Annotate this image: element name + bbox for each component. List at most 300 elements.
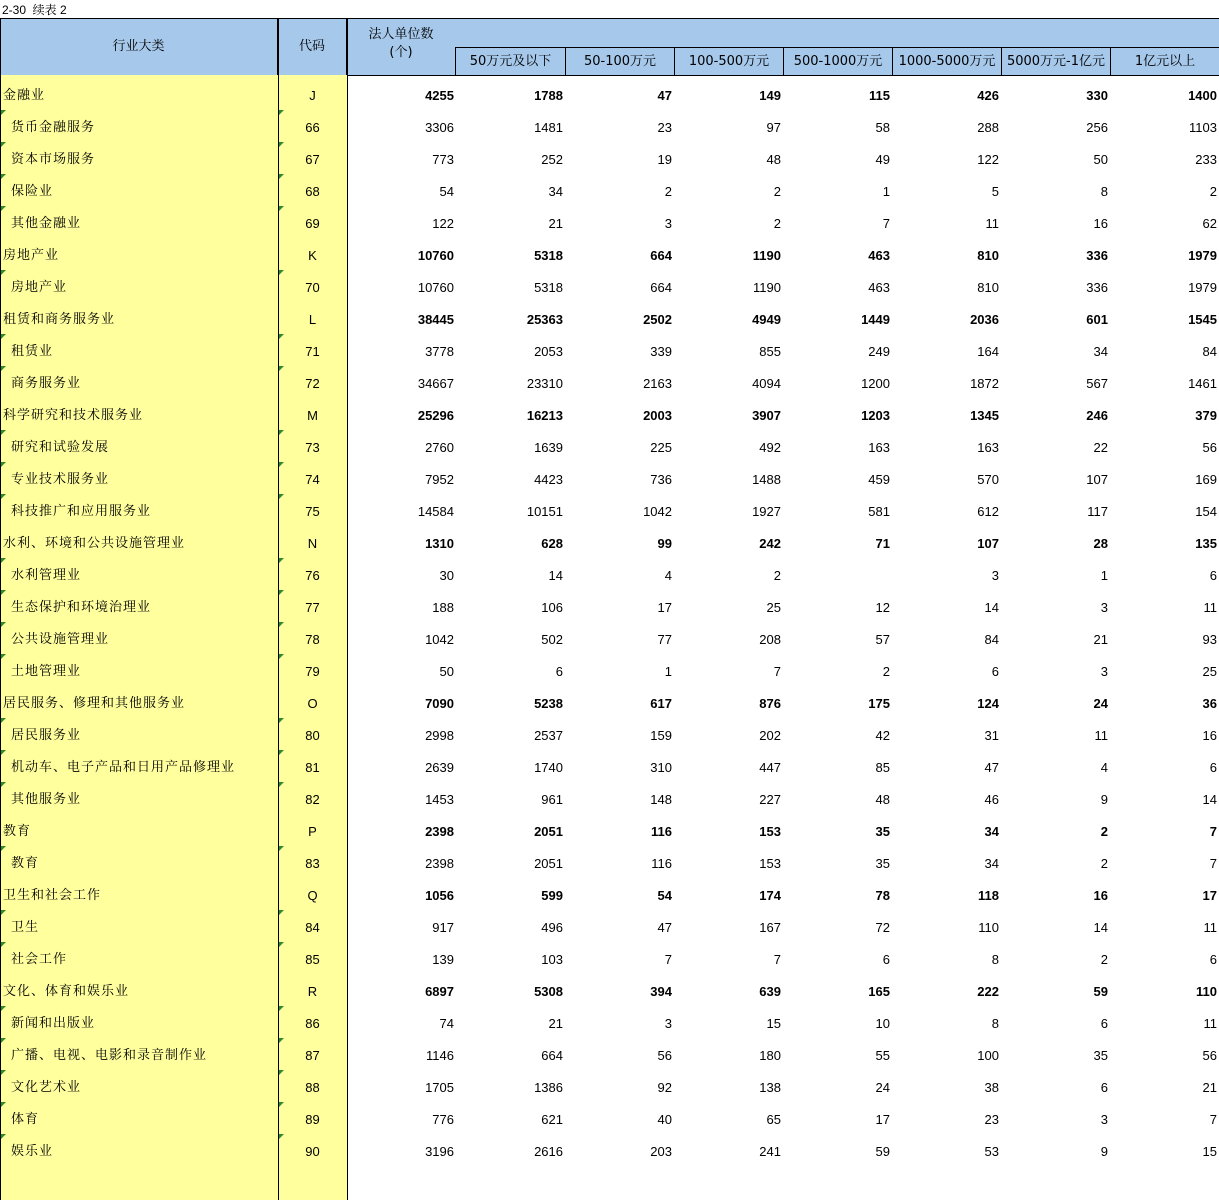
table-row xyxy=(0,1136,1219,1168)
value-bracket-4: 7 xyxy=(882,216,890,231)
industry-code: 76 xyxy=(305,568,320,583)
industry-name: 教育 xyxy=(3,824,32,839)
value-bracket-5: 11 xyxy=(985,216,999,231)
value-bracket-7: 11 xyxy=(1203,920,1217,935)
industry-code: N xyxy=(307,536,318,551)
value-bracket-2: 339 xyxy=(650,344,672,359)
table-row xyxy=(0,528,1219,560)
value-bracket-4 xyxy=(790,560,890,592)
industry-name: 居民服务、修理和其他服务业 xyxy=(3,696,186,711)
table-row xyxy=(0,464,1219,496)
value-bracket-5: 1872 xyxy=(970,376,999,391)
value-bracket-2: 4 xyxy=(664,568,672,583)
value-bracket-6: 107 xyxy=(1086,472,1108,487)
value-total: 2398 xyxy=(425,824,454,839)
value-total: 30 xyxy=(439,568,454,583)
value-bracket-2: 3 xyxy=(664,1016,672,1031)
value-bracket-3: 639 xyxy=(759,984,781,999)
value-bracket-5: 288 xyxy=(977,120,999,135)
value-total: 1042 xyxy=(425,632,454,647)
table-row xyxy=(0,848,1219,880)
value-bracket-4: 10 xyxy=(875,1016,890,1031)
value-bracket-2: 617 xyxy=(650,696,672,711)
value-total: 1453 xyxy=(425,792,454,807)
value-bracket-5: 222 xyxy=(977,984,999,999)
value-bracket-3: 241 xyxy=(759,1144,781,1159)
industry-code: 80 xyxy=(305,728,320,743)
value-bracket-6: 16 xyxy=(1093,216,1108,231)
value-bracket-5: 38 xyxy=(984,1080,999,1095)
value-bracket-4: 71 xyxy=(875,536,890,551)
value-bracket-1: 1481 xyxy=(534,120,563,135)
header-bracket-3: 100-500万元 xyxy=(674,47,783,75)
value-bracket-7: 1545 xyxy=(1188,312,1217,327)
value-bracket-3: 447 xyxy=(759,760,781,775)
value-bracket-7: 25 xyxy=(1202,664,1217,679)
industry-name: 租赁业 xyxy=(11,344,54,359)
value-bracket-5: 100 xyxy=(977,1048,999,1063)
header-bracket-6: 5000万元-1亿元 xyxy=(1001,47,1110,75)
value-bracket-3: 227 xyxy=(759,792,781,807)
value-bracket-7: 1103 xyxy=(1189,120,1217,135)
value-bracket-2: 54 xyxy=(657,888,672,903)
value-bracket-1: 106 xyxy=(541,600,563,615)
table-row xyxy=(0,496,1219,528)
value-bracket-3: 138 xyxy=(759,1080,781,1095)
green-triangle-icon xyxy=(1,1102,6,1107)
industry-code: 86 xyxy=(305,1016,320,1031)
value-total: 10760 xyxy=(417,280,454,295)
green-triangle-icon xyxy=(1,1038,6,1043)
value-bracket-6: 117 xyxy=(1087,504,1108,519)
industry-name: 租赁和商务服务业 xyxy=(3,312,116,327)
industry-code: 78 xyxy=(305,632,320,647)
value-bracket-5: 163 xyxy=(977,440,999,455)
value-bracket-6: 256 xyxy=(1086,120,1108,135)
industry-code: O xyxy=(307,696,318,711)
value-bracket-2: 77 xyxy=(657,632,672,647)
value-bracket-5: 426 xyxy=(977,88,999,103)
value-bracket-1: 21 xyxy=(548,1016,563,1031)
value-bracket-3: 153 xyxy=(759,824,781,839)
industry-code: 88 xyxy=(305,1080,320,1095)
value-bracket-5: 122 xyxy=(977,152,999,167)
value-total: 7090 xyxy=(425,696,454,711)
value-bracket-7: 1400 xyxy=(1188,88,1217,103)
value-bracket-7: 6 xyxy=(1209,760,1217,775)
value-total: 25296 xyxy=(417,408,454,423)
green-triangle-icon xyxy=(1,654,6,659)
table-row xyxy=(0,656,1219,688)
industry-code: 82 xyxy=(305,792,320,807)
value-total: 188 xyxy=(432,600,454,615)
value-bracket-3: 153 xyxy=(759,856,781,871)
value-bracket-6: 11 xyxy=(1094,728,1108,743)
value-bracket-1: 16213 xyxy=(526,408,563,423)
value-bracket-4: 463 xyxy=(868,248,890,263)
industry-code: J xyxy=(309,88,316,103)
table-row xyxy=(0,816,1219,848)
industry-name: 机动车、电子产品和日用产品修理业 xyxy=(11,760,236,775)
industry-code: 75 xyxy=(305,504,320,519)
value-bracket-2: 92 xyxy=(657,1080,672,1095)
value-bracket-4: 6 xyxy=(882,952,890,967)
header-total-line2: (个) xyxy=(389,45,413,60)
industry-name: 生态保护和环境治理业 xyxy=(11,600,152,615)
green-triangle-icon xyxy=(1,782,6,787)
value-total: 2760 xyxy=(425,440,454,455)
value-bracket-3: 48 xyxy=(766,152,781,167)
value-bracket-2: 56 xyxy=(657,1048,672,1063)
value-bracket-7: 16 xyxy=(1202,728,1217,743)
industry-code: 79 xyxy=(305,664,320,679)
value-bracket-3: 15 xyxy=(766,1016,781,1031)
value-bracket-1: 21 xyxy=(548,216,563,231)
header-bracket-1: 50万元及以下 xyxy=(455,47,565,75)
value-bracket-2: 23 xyxy=(657,120,672,135)
value-bracket-7: 6 xyxy=(1209,568,1217,583)
green-triangle-icon xyxy=(1,1070,6,1075)
value-bracket-3: 7 xyxy=(773,952,781,967)
table-row xyxy=(0,176,1219,208)
table-row xyxy=(0,624,1219,656)
value-bracket-1: 5318 xyxy=(534,248,563,263)
value-bracket-1: 1386 xyxy=(534,1080,563,1095)
value-bracket-5: 1345 xyxy=(970,408,999,423)
value-total: 1056 xyxy=(425,888,454,903)
value-bracket-4: 59 xyxy=(875,1144,890,1159)
value-bracket-1: 5318 xyxy=(534,280,563,295)
value-bracket-4: 175 xyxy=(868,696,890,711)
value-bracket-4: 49 xyxy=(875,152,890,167)
value-bracket-3: 492 xyxy=(759,440,781,455)
value-bracket-7: 154 xyxy=(1195,504,1217,519)
value-bracket-6: 34 xyxy=(1093,344,1108,359)
header-bracket-7: 1亿元以上 xyxy=(1110,47,1219,75)
header-bracket-4: 500-1000万元 xyxy=(783,47,892,75)
value-bracket-6: 1 xyxy=(1100,568,1108,583)
green-triangle-icon xyxy=(1,334,6,339)
value-total: 34667 xyxy=(417,376,454,391)
green-triangle-icon xyxy=(1,462,6,467)
industry-name: 资本市场服务 xyxy=(11,152,96,167)
value-bracket-2: 310 xyxy=(650,760,672,775)
table-row xyxy=(0,304,1219,336)
industry-name: 卫生和社会工作 xyxy=(3,888,102,903)
value-bracket-7: 2 xyxy=(1209,184,1217,199)
value-total: 2398 xyxy=(425,856,454,871)
table-row xyxy=(0,112,1219,144)
value-bracket-4: 1449 xyxy=(861,312,890,327)
value-bracket-3: 876 xyxy=(759,696,781,711)
industry-name: 文化艺术业 xyxy=(11,1080,82,1095)
header-top-border xyxy=(0,18,1219,19)
value-bracket-7: 11 xyxy=(1203,1016,1217,1031)
value-bracket-1: 2537 xyxy=(534,728,563,743)
value-bracket-4: 12 xyxy=(875,600,890,615)
industry-name: 社会工作 xyxy=(11,952,68,967)
industry-name: 教育 xyxy=(11,856,40,871)
value-bracket-5: 6 xyxy=(991,664,999,679)
industry-name: 水利管理业 xyxy=(11,568,82,583)
value-bracket-4: 48 xyxy=(875,792,890,807)
header-code: 代码 xyxy=(278,18,347,75)
table-row xyxy=(0,272,1219,304)
table-row xyxy=(0,752,1219,784)
value-bracket-7: 1979 xyxy=(1188,248,1217,263)
value-bracket-1: 1740 xyxy=(534,760,563,775)
industry-code: 71 xyxy=(305,344,320,359)
green-triangle-icon xyxy=(1,846,6,851)
table-row xyxy=(0,240,1219,272)
value-bracket-5: 8 xyxy=(991,952,999,967)
value-bracket-6: 9 xyxy=(1100,792,1108,807)
value-bracket-3: 3907 xyxy=(752,408,781,423)
industry-name: 金融业 xyxy=(3,88,46,103)
value-bracket-7: 1979 xyxy=(1188,280,1217,295)
value-bracket-7: 1461 xyxy=(1188,376,1217,391)
industry-name: 文化、体育和娱乐业 xyxy=(3,984,130,999)
table-row xyxy=(0,368,1219,400)
value-bracket-6: 336 xyxy=(1086,280,1108,295)
industry-name: 保险业 xyxy=(11,184,54,199)
value-bracket-2: 47 xyxy=(657,88,672,103)
value-bracket-7: 17 xyxy=(1202,888,1217,903)
industry-code: 70 xyxy=(305,280,320,295)
industry-code: Q xyxy=(307,888,318,903)
value-bracket-6: 3 xyxy=(1100,600,1108,615)
value-bracket-1: 502 xyxy=(541,632,563,647)
value-bracket-5: 84 xyxy=(984,632,999,647)
green-triangle-icon xyxy=(1,206,6,211)
value-bracket-7: 169 xyxy=(1195,472,1217,487)
value-bracket-1: 628 xyxy=(541,536,563,551)
green-triangle-icon xyxy=(1,942,6,947)
industry-name: 卫生 xyxy=(11,920,40,935)
value-total: 1146 xyxy=(426,1048,454,1063)
value-bracket-1: 10151 xyxy=(526,504,563,519)
table-row xyxy=(0,1040,1219,1072)
value-bracket-1: 599 xyxy=(541,888,563,903)
value-bracket-2: 2502 xyxy=(643,312,672,327)
table-row xyxy=(0,944,1219,976)
value-bracket-2: 148 xyxy=(650,792,672,807)
value-bracket-4: 17 xyxy=(875,1112,890,1127)
value-total: 50 xyxy=(439,664,454,679)
value-bracket-4: 581 xyxy=(868,504,890,519)
value-bracket-4: 1 xyxy=(882,184,890,199)
industry-name: 商务服务业 xyxy=(11,376,82,391)
value-bracket-6: 16 xyxy=(1093,888,1108,903)
value-bracket-4: 249 xyxy=(868,344,890,359)
green-triangle-icon xyxy=(1,910,6,915)
value-bracket-2: 664 xyxy=(650,248,672,263)
value-total: 773 xyxy=(432,152,454,167)
industry-code: 89 xyxy=(305,1112,320,1127)
value-bracket-1: 1788 xyxy=(534,88,563,103)
green-triangle-icon xyxy=(1,142,6,147)
industry-code: 84 xyxy=(305,920,320,935)
value-total: 3196 xyxy=(425,1144,454,1159)
value-bracket-2: 225 xyxy=(650,440,672,455)
industry-code: 74 xyxy=(305,472,320,487)
value-bracket-4: 35 xyxy=(875,856,890,871)
industry-code: 66 xyxy=(305,120,320,135)
value-total: 7952 xyxy=(425,472,454,487)
industry-code: 87 xyxy=(305,1048,320,1063)
value-bracket-1: 103 xyxy=(541,952,563,967)
value-bracket-7: 7 xyxy=(1209,824,1217,839)
value-bracket-3: 97 xyxy=(766,120,781,135)
green-triangle-icon xyxy=(1,110,6,115)
value-bracket-5: 8 xyxy=(991,1016,999,1031)
value-bracket-6: 6 xyxy=(1100,1080,1108,1095)
industry-name: 科技推广和应用服务业 xyxy=(11,504,152,519)
value-bracket-5: 612 xyxy=(977,504,999,519)
value-bracket-6: 59 xyxy=(1093,984,1108,999)
value-bracket-1: 2051 xyxy=(534,856,563,871)
industry-code: 67 xyxy=(305,152,320,167)
value-bracket-5: 570 xyxy=(977,472,999,487)
industry-name: 居民服务业 xyxy=(11,728,82,743)
green-triangle-icon xyxy=(1,1006,6,1011)
value-bracket-3: 855 xyxy=(759,344,781,359)
table-row xyxy=(0,880,1219,912)
value-bracket-6: 330 xyxy=(1086,88,1108,103)
value-bracket-1: 23310 xyxy=(526,376,563,391)
value-bracket-2: 159 xyxy=(650,728,672,743)
industry-code: 81 xyxy=(305,760,320,775)
value-bracket-3: 65 xyxy=(766,1112,781,1127)
value-bracket-5: 810 xyxy=(977,280,999,295)
value-bracket-2: 1042 xyxy=(643,504,672,519)
value-bracket-4: 459 xyxy=(868,472,890,487)
value-bracket-2: 394 xyxy=(650,984,672,999)
value-bracket-5: 34 xyxy=(984,824,999,839)
value-bracket-1: 961 xyxy=(541,792,563,807)
value-bracket-5: 164 xyxy=(977,344,999,359)
header-industry: 行业大类 xyxy=(0,18,278,75)
industry-code: L xyxy=(308,312,317,327)
value-bracket-6: 3 xyxy=(1100,664,1108,679)
value-bracket-4: 1200 xyxy=(861,376,890,391)
value-bracket-4: 72 xyxy=(875,920,890,935)
value-bracket-5: 53 xyxy=(984,1144,999,1159)
green-triangle-icon xyxy=(1,270,6,275)
value-bracket-4: 42 xyxy=(875,728,890,743)
industry-name: 娱乐业 xyxy=(11,1144,54,1159)
green-triangle-icon xyxy=(1,1134,6,1139)
table-row xyxy=(0,688,1219,720)
industry-name: 其他金融业 xyxy=(11,216,82,231)
value-bracket-7: 56 xyxy=(1202,440,1217,455)
industry-code: P xyxy=(308,824,317,839)
value-bracket-3: 242 xyxy=(759,536,781,551)
value-bracket-6: 50 xyxy=(1093,152,1108,167)
table-row xyxy=(0,1072,1219,1104)
table-row xyxy=(0,784,1219,816)
value-bracket-2: 2003 xyxy=(643,408,672,423)
value-total: 1310 xyxy=(425,536,454,551)
industry-name: 专业技术服务业 xyxy=(11,472,110,487)
industry-name: 公共设施管理业 xyxy=(11,632,110,647)
value-bracket-2: 2 xyxy=(664,184,672,199)
table-row xyxy=(0,208,1219,240)
value-total: 3306 xyxy=(425,120,454,135)
value-bracket-7: 21 xyxy=(1202,1080,1217,1095)
value-bracket-6: 8 xyxy=(1100,184,1108,199)
industry-name: 货币金融服务 xyxy=(11,120,96,135)
value-bracket-6: 2 xyxy=(1100,856,1108,871)
green-triangle-icon xyxy=(1,494,6,499)
industry-name: 房地产业 xyxy=(11,280,68,295)
value-total: 776 xyxy=(432,1112,454,1127)
value-bracket-1: 34 xyxy=(548,184,563,199)
value-bracket-6: 601 xyxy=(1086,312,1108,327)
green-triangle-icon xyxy=(1,366,6,371)
value-bracket-5: 31 xyxy=(984,728,999,743)
value-total: 6897 xyxy=(425,984,454,999)
value-total: 4255 xyxy=(425,88,454,103)
value-bracket-6: 21 xyxy=(1093,632,1108,647)
value-bracket-2: 116 xyxy=(651,856,672,871)
value-bracket-4: 163 xyxy=(868,440,890,455)
value-bracket-1: 252 xyxy=(541,152,563,167)
industry-name: 其他服务业 xyxy=(11,792,82,807)
value-bracket-5: 46 xyxy=(984,792,999,807)
industry-name: 土地管理业 xyxy=(11,664,82,679)
value-bracket-7: 7 xyxy=(1209,1112,1217,1127)
value-bracket-4: 35 xyxy=(875,824,890,839)
industry-code: 85 xyxy=(305,952,320,967)
value-bracket-4: 1203 xyxy=(861,408,890,423)
value-bracket-6: 2 xyxy=(1100,952,1108,967)
industry-code: M xyxy=(307,408,318,423)
value-total: 74 xyxy=(439,1016,454,1031)
industry-code: 69 xyxy=(305,216,320,231)
value-bracket-2: 116 xyxy=(651,824,672,839)
table-row xyxy=(0,560,1219,592)
value-bracket-7: 36 xyxy=(1202,696,1217,711)
value-bracket-6: 246 xyxy=(1086,408,1108,423)
value-bracket-3: 202 xyxy=(759,728,781,743)
value-bracket-1: 621 xyxy=(541,1112,563,1127)
value-bracket-3: 2 xyxy=(773,216,781,231)
value-bracket-4: 55 xyxy=(875,1048,890,1063)
value-bracket-3: 4094 xyxy=(752,376,781,391)
value-bracket-6: 6 xyxy=(1100,1016,1108,1031)
value-bracket-5: 107 xyxy=(977,536,999,551)
table-row xyxy=(0,1008,1219,1040)
value-bracket-7: 233 xyxy=(1195,152,1217,167)
value-bracket-6: 336 xyxy=(1086,248,1108,263)
table-row xyxy=(0,336,1219,368)
value-bracket-2: 40 xyxy=(657,1112,672,1127)
green-triangle-icon xyxy=(1,718,6,723)
industry-name: 新闻和出版业 xyxy=(11,1016,96,1031)
industry-code: 90 xyxy=(305,1144,320,1159)
value-bracket-4: 57 xyxy=(875,632,890,647)
value-bracket-6: 2 xyxy=(1100,824,1108,839)
value-total: 2639 xyxy=(425,760,454,775)
green-triangle-icon xyxy=(1,590,6,595)
value-bracket-4: 463 xyxy=(868,280,890,295)
industry-name: 房地产业 xyxy=(3,248,60,263)
table-row xyxy=(0,912,1219,944)
value-bracket-1: 496 xyxy=(541,920,563,935)
green-triangle-icon xyxy=(1,430,6,435)
value-bracket-6: 14 xyxy=(1093,920,1108,935)
